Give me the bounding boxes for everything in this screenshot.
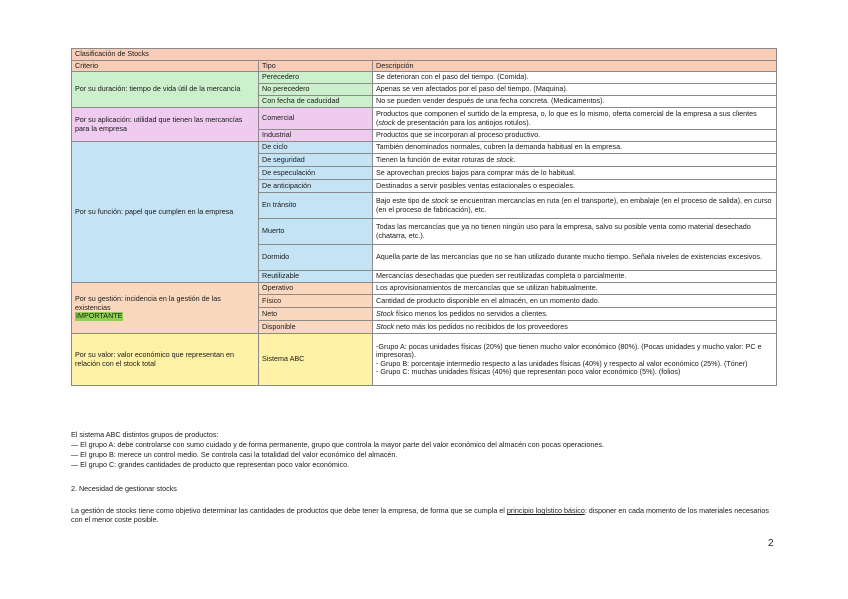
tipo-cell: No perecedero bbox=[259, 84, 373, 96]
desc-cell: Productos que se incorporan al proceso productivo. bbox=[373, 130, 777, 142]
tipo-cell: De anticipación bbox=[259, 180, 373, 193]
abc-intro: El sistema ABC distintos grupos de productos: bbox=[71, 430, 219, 439]
tipo-cell: Comercial bbox=[259, 108, 373, 130]
tipo-cell: Operativo bbox=[259, 283, 373, 295]
table-row bbox=[72, 142, 777, 154]
criterion-aplicacion: Por su aplicación: utilidad que tienen las mercancías para la empresa bbox=[72, 108, 259, 142]
tipo-cell: Con fecha de caducidad bbox=[259, 96, 373, 108]
tipo-cell: De ciclo bbox=[259, 142, 373, 154]
desc-cell: Los aprovisionamientos de mercancías que se utilizan habitualmente. bbox=[373, 283, 777, 295]
tipo-cell: Perecedero bbox=[259, 72, 373, 84]
stock-classification-table bbox=[71, 48, 777, 386]
table-title-row bbox=[72, 49, 777, 61]
tipo-cell: De especulación bbox=[259, 167, 373, 180]
desc-cell: Tienen la función de evitar roturas de stock. bbox=[373, 154, 777, 167]
desc-cell: Se deterioran con el paso del tiempo. (Comida). bbox=[373, 72, 777, 84]
desc-cell: Cantidad de producto disponible en el almacén, en un momento dado. bbox=[373, 295, 777, 308]
desc-cell: No se pueden vender después de una fecha concreta. (Medicamentos). bbox=[373, 96, 777, 108]
table-row bbox=[72, 334, 777, 386]
desc-cell: Bajo este tipo de stock se encuentran mercancías en ruta (en el transporte), en embalaje (en el proceso de salida), en curso (en el proceso de fabricación), etc. bbox=[373, 193, 777, 219]
criterion-valor: Por su valor: valor económico que representan en relación con el stock total bbox=[72, 334, 259, 386]
tipo-cell: Disponible bbox=[259, 321, 373, 334]
desc-cell: Se aprovechan precios bajos para comprar más de lo habitual. bbox=[373, 167, 777, 180]
tipo-cell: Industrial bbox=[259, 130, 373, 142]
desc-cell: Stock neto más los pedidos no recibidos de los proveedores bbox=[373, 321, 777, 334]
criterion-funcion: Por su función: papel que cumplen en la empresa bbox=[72, 142, 259, 283]
criterion-gestion-text: Por su gestión: incidencia en la gestión de las existencias bbox=[75, 294, 221, 312]
tipo-cell: Reutilizable bbox=[259, 271, 373, 283]
table-row bbox=[72, 72, 777, 84]
header-tipo: Tipo bbox=[259, 60, 373, 72]
desc-cell: Aquella parte de las mercancías que no se han utilizado durante mucho tiempo. Señala niveles de existencias excesivos. bbox=[373, 245, 777, 271]
desc-cell: También denominados normales, cubren la demanda habitual en la empresa. bbox=[373, 142, 777, 154]
table-header-row bbox=[72, 60, 777, 72]
tipo-cell: Muerto bbox=[259, 219, 373, 245]
section-paragraph: La gestión de stocks tiene como objetivo determinar las cantidades de productos que debe tener la empresa, de forma que se cumpla el principio logístico básico: disponer en cada momento de los materiales necesarios con el menor coste posible. bbox=[71, 506, 769, 524]
table-row bbox=[72, 108, 777, 130]
tipo-cell: Neto bbox=[259, 308, 373, 321]
desc-cell: Apenas se ven afectados por el paso del tiempo. (Maquina). bbox=[373, 84, 777, 96]
abc-item: — El grupo C: grandes cantidades de producto que representan poco valor económico. bbox=[71, 460, 350, 469]
table-title: Clasificación de Stocks bbox=[72, 49, 777, 61]
abc-item: — El grupo B: merece un control medio. Se controla casi la totalidad del valor económico del almacén. bbox=[71, 450, 398, 459]
table-row bbox=[72, 283, 777, 295]
desc-cell: Mercancías desechadas que pueden ser reutilizadas completa o parcialmente. bbox=[373, 271, 777, 283]
abc-item: — El grupo A: debe controlarse con sumo cuidado y de forma permanente, grupo que controla la mayor parte del valor económico del almacén con pocas operaciones. bbox=[71, 440, 604, 449]
important-badge: IMPORTANTE bbox=[76, 311, 123, 321]
desc-cell bbox=[373, 334, 777, 386]
desc-cell: Todas las mercancías que ya no tienen ningún uso para la empresa, salvo su posible venta como material desechado (chatarra, etc.). bbox=[373, 219, 777, 245]
tipo-cell: En tránsito bbox=[259, 193, 373, 219]
principle-link: principio logístico básico bbox=[506, 506, 585, 515]
header-descripcion: Descripción bbox=[373, 60, 777, 72]
abc-line: - Grupo B: porcentaje intermedio respecto a las unidades físicas (40%) y respecto al valor económico (25%). (Tóner) bbox=[376, 358, 748, 368]
header-criterio: Criterio bbox=[72, 60, 259, 72]
tipo-cell: Sistema ABC bbox=[259, 334, 373, 386]
desc-cell: Stock físico menos los pedidos no servidos a clientes. bbox=[373, 308, 777, 321]
tipo-cell: De seguridad bbox=[259, 154, 373, 167]
criterion-gestion bbox=[72, 283, 259, 334]
page-number: 2 bbox=[768, 538, 774, 549]
tipo-cell: Físico bbox=[259, 295, 373, 308]
desc-cell: Destinados a servir posibles ventas estacionales o especiales. bbox=[373, 180, 777, 193]
desc-cell: Productos que componen el surtido de la empresa, o, lo que es lo mismo, oferta comercial de la empresa a sus clientes (stock de presentación para los antiojos rotulos). bbox=[373, 108, 777, 130]
abc-line: -Grupo A: pocas unidades físicas (20%) que tienen mucho valor económico (80%). (Pocas unidades y mucho valor: PC e impresoras). bbox=[376, 341, 762, 360]
section-heading: 2. Necesidad de gestionar stocks bbox=[71, 484, 177, 493]
abc-line: - Grupo C: muchas unidades físicas (40%) que representan poco valor económico (5%). (folios) bbox=[376, 367, 681, 377]
criterion-duracion: Por su duración: tiempo de vida útil de la mercancía bbox=[72, 72, 259, 108]
tipo-cell: Dormido bbox=[259, 245, 373, 271]
